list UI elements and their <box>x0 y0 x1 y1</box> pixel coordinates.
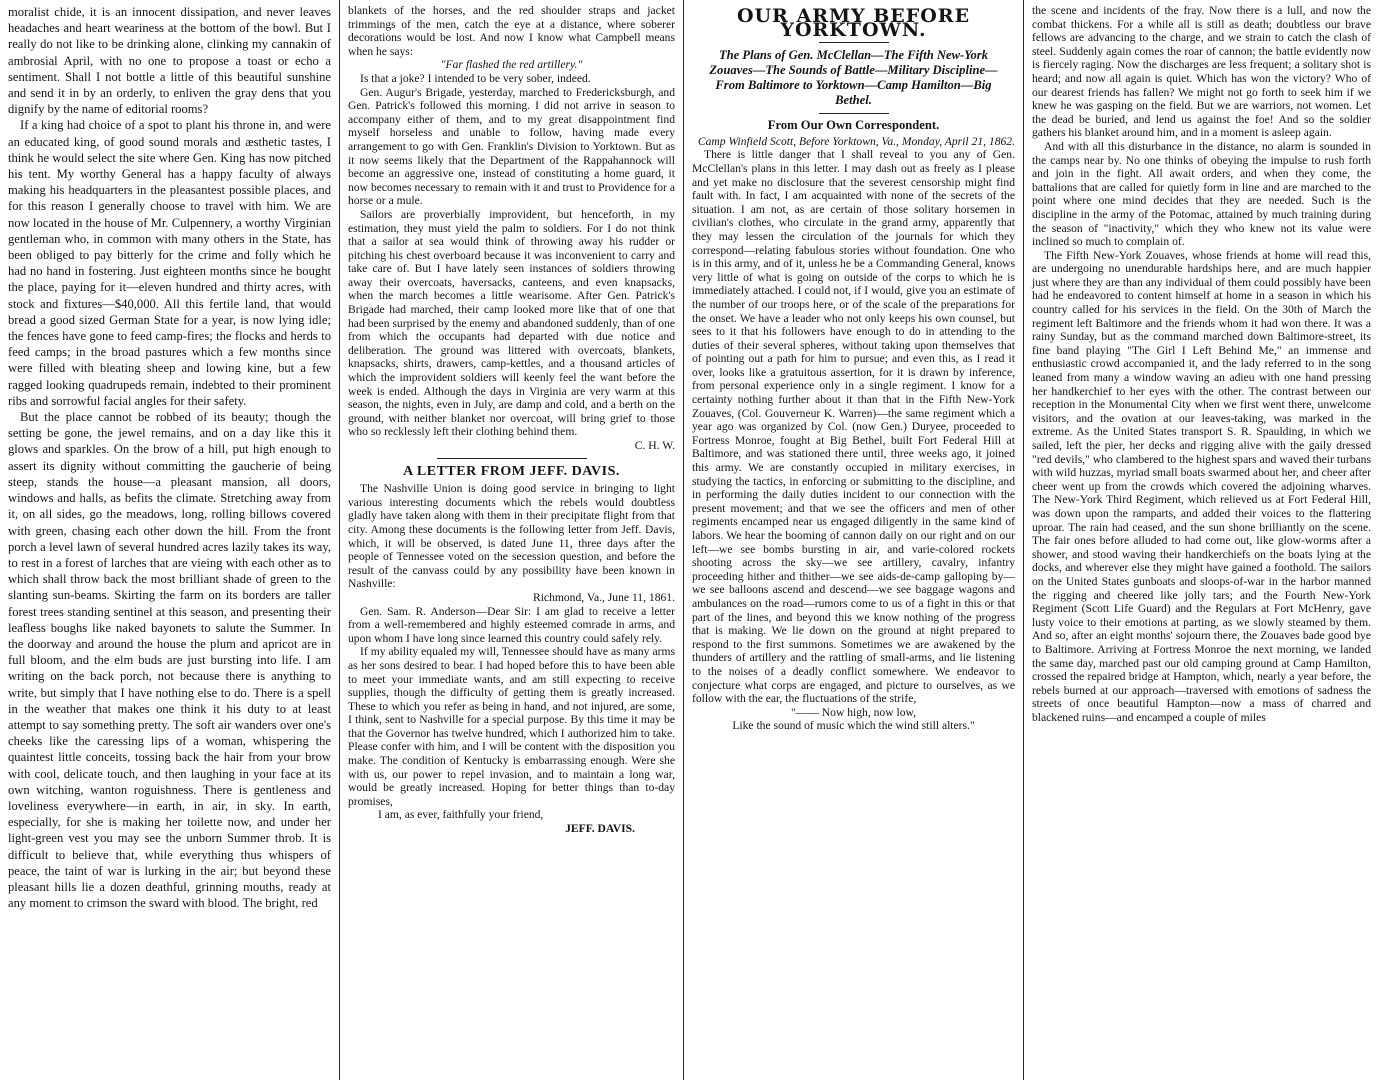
article-heading: A LETTER FROM JEFF. DAVIS. <box>403 463 620 479</box>
article-decks: The Plans of Gen. McClellan—The Fifth New-York Zouaves—The Sounds of Battle—Military Discipline—From Baltimore to Yorktown—Camp Hamilton—Big Bethel. <box>709 48 998 108</box>
divider <box>437 458 587 459</box>
column-4 <box>1024 0 1379 1080</box>
letter-dateline: Richmond, Va., June 11, 1861. <box>532 590 675 604</box>
paragraph: If a king had choice of a spot to plant his throne in, and were an educated king, of good sound morals and æsthetic tastes, I think he would select the site where Gen. King has now pitched his tent. My worthy General has a happy faculty of always making his headquarters in the pleasantest possible places, and for this reason I generally choose to travel with him. We are now located in the house of Mr. Culpennery, a worthy Virginian gentleman who, in common with many others in the State, has been obliged to pay bitterly for the crime and folly which he had no hand in fostering. Just eighteen months since he bought the place, paying for it—eleven hundred and thirty acres, with stock and fixtures—$40,000. All this fertile land, that would bread a good sized German State for a year, is now lying idle; the fences have gone to feed camp-fires; the flocks and herds to feed camps; in the broad pastures which a few months since were filled with bleating sheep and lowing kine, but a few ragged looking quadrupeds remain, indebted to their prominent ribs and sorrowful facial angles for their safety. <box>8 118 331 408</box>
paragraph: Is that a joke? I intended to be very sober, indeed. <box>360 71 591 85</box>
paragraph: moralist chide, it is an innocent dissipation, and never leaves headaches and heart weariness at the bottom of the bowl. But I really do not like to be drinking alone, clinking my cannakin of ambrosial April, with no one to propose a toast or echo a sentiment. Shall I not bottle a little of this beautiful sunshine and send it in by an orderly, to enliven the gray dens that you dignify by the name of editorial rooms? <box>8 5 331 117</box>
divider <box>819 113 889 114</box>
column-3 <box>684 0 1024 1080</box>
divider <box>819 42 889 43</box>
signature: C. H. W. <box>634 439 675 452</box>
byline: From Our Own Correspondent. <box>767 118 940 133</box>
paragraph: There is little danger that I shall reveal to you any of Gen. McClellan's plans in this letter. I may dash out as freely as I please and yet make no disclosure that the severest censorship might find fault with. In fact, I am acquainted with none of the secrets of the situation. I am not, as are certain of those solitary horsemen in civilian's clothes, who circulate in the grand army, apparently that they may lessen the circulation of the journals for which they correspond—relating fabulous stories without foundation. One who is in this army, and of it, unless he be a Commanding General, knows very little of what is going on outside of the corps to which he is immediately attached. I could not, if I would, give you an estimate of the number of our troops here, or of the scale of the preparations for the onset. We have a leader who not only keeps his own counsel, but sees to it that his followers have enough to do in attending to the duties of their several spheres, without taking upon themselves that of pointing out a path for him to pursue; and even this, as I read it over, looks like a gratuitous assertion, for it is drawn by inference, from personal experience only in a single regiment. I know for a certainty nothing further about it than that in the Fifth New-York Zouaves, (Col. Gouverneur K. Warren)—the same regiment which a year ago was organized by Col. (now Gen.) Duryee, proceeded to Fortress Monroe, fought at Big Bethel, built Fort Federal Hill at Baltimore, and was stationed there until, three weeks ago, it joined this army. We are constantly occupied in military exercises, in studying the tactics, in enforcing or submitting to the discipline, and in performing the daily duties incident to our connection with the present movement; and that we see the officers and men of other regiments encamped near us engaged diligently in the same kind of labors. We hear the booming of cannon daily on our right and on our left—we see bombs bursting in air, and varie-colored rockets shooting across the sky—we see artillery, cavalry, infantry proceeding hither and thither—we see aids-de-camp galloping by—we see balloons ascend and descend—we see baggage wagons and ambulances on the road—rumors come to us of a fight in this or that part of the lines, and beyond this we know nothing of the progress that is making. We lie down on the ground at night prepared to respond to the first summons. Sometimes we are awakened by the thunders of artillery and the rattling of small-arms, and lie listening to the noises of a deadly conflict somewhere. We endeavor to conjecture what corps are engaged, and picture to ourselves, as we follow with the ear, the fluctuations of the strife, <box>692 148 1015 706</box>
verse-line: Like the sound of music which the wind still alters." <box>732 719 975 733</box>
signature: JEFF. DAVIS. <box>565 822 635 836</box>
article-title: OUR ARMY BEFORE YORKTOWN. <box>736 5 971 41</box>
paragraph: Gen. Augur's Brigade, yesterday, marched to Fredericksburgh, and Gen. Patrick's followed this morning. I did not arrive in season to accompany either of them, and to my great disappointment find myself horseless and unable to follow, having made every arrangement to go with Gen. Franklin's Division to Yorktown. But as it now seems likely that the Department of the Rappahannock will become an aggressive one, instead of constituting a home guard, it now becomes necessary to remain with it and trust to Providence for a horse or a mule. <box>348 85 675 208</box>
verse-line: "—— Now high, now low, <box>790 705 917 719</box>
article-dateline: Camp Winfield Scott, Before Yorktown, Va., Monday, April 21, 1862. <box>697 134 1015 148</box>
paragraph: Sailors are proverbially improvident, but henceforth, in my estimation, they must yield the palm to soldiers. For I do not think that a sailor at sea would think of throwing away his rudder or pitching his chest overboard because it was inconvenient to carry and take care of. But I have lately seen instances of soldiers throwing away their overcoats, haversacks, canteens, and even knapsacks, when the march becomes a little wearisome. After Gen. Patrick's Brigade had marched, their camp looked more like that of one that had been surprised by the enemy and abandoned suddenly, than of one from which the occupants had departed with due notice and deliberation. The ground was littered with overcoats, blankets, knapsacks, shirts, drawers, camp-kettles, and a thousand articles of which the improvident soldiers will keenly feel the want before the week is ended. Although the days in Virginia are very warm at this season, the nights, even in July, are damp and cold, and a berth on the ground, with neither blanket nor overcoat, will bring grief to those who so recklessly left their clothing behind them. <box>348 207 675 439</box>
paragraph: The Fifth New-York Zouaves, whose friends at home will read this, are undergoing no unendurable hardships here, and are much happier just where they are than any individual of them could possibly have been had he endeavored to content himself at home in a season in which his country called for his services in the field. On the 30th of March the regiment left Baltimore and the friends whom it had won there. It was a rainy Sunday, but as the command marched down Baltimore-street, its fine band playing "The Girl I Left Behind Me," an immense and enthusiastic crowd accompanied it, and the lady referred to in the song leaned from many a window waving an adieu with one hand pressing her handkerchief to her eyes with the other. The contrast between our reception in the Monumental City when we first went there, unwelcome visitors, and the ovation at our leaves-taking, was marked in the extreme. As the United States transport S. R. Spaulding, in which we sailed, left the pier, her decks and rigging alive with the gaily dressed "red devils," who clambered to the highest spars and waved their turbans with wild huzzas, myriad small boats swarmed about her, and cheer after cheer went up from the crowds which covered the adjoining wharves. The New-York Third Regiment, which relieved us at Fort Federal Hill, was down upon the ramparts, and added their voices to the flattering uproar. The rain had ceased, and the sun shone brilliantly on the scene. The fair ones before alluded to had come out, like glow-worms after a shower, and stood waving their handkerchiefs on the boats lying at the docks, and wherever else they might have gained a foothold. The sailors on the United States gunboats and sloops-of-war in the harbor manned the rigging and cheered like jolly tars; and the Fourth New-York Regiment (Scott Life Guard) and the Regulars at Fort McHenry, gave lusty voice to their emotions at parting, as we slowly steamed by them. And so, after an eight months' sojourn there, the Zouaves bade good bye to Baltimore. Arriving at Fortress Monroe the next morning, we landed the same day, marched past our old camping ground at Camp Hamilton, crossed the repaired bridge at Hampton, which, nearly a year before, the rebels burned at our approach—traversed with emotions of sadness the streets of once beautiful Hampton—now a mass of charred and blackened ruins—and encamped a couple of miles <box>1032 248 1371 724</box>
quotation: "Far flashed the red artillery." <box>440 58 583 72</box>
paragraph: the scene and incidents of the fray. Now there is a lull, and now the combat thickens. For a while all is still as death; doubtless our brave fellows are advancing to the charge, and we strain to catch the clash of steel. Suddenly again comes the roar of cannon; the battle evidently now is fiercely raging. Now the discharges are less frequent; a solitary shot is heard; and now all again is quiet. Which has won the victory? Who of our dearest friends has fallen? We might not go forth to seek him if we knew he was gasping on the field. But we are warriors, not women. Let the dead be buried, and lend us against the foe! And so the soldier gathers his blanket around him, and in a moment is asleep again. <box>1032 4 1371 140</box>
paragraph: But the place cannot be robbed of its beauty; though the setting be gone, the jewel remains, and on a day like this it glows and sparkles. On the brow of a hill, put high enough to assert its dignity without committing the gaucherie of being steep, stands the house—a pleasant mansion, all doors, windows and halls, as befits the climate. Stretching away from it, on all sides, go the meadows, long, rolling billows covered with green, chasing each other down the hill. From the front porch a level lawn of several hundred acres lazily takes its way, to rest in a forest of larches that are vieing with each other as to which shall throw back the most brilliant shade of green to the slanting sun-beams. Skirting the farm on its borders are taller forest trees standing sentinel at this season, and presenting their leafless boughs like naked bayonets to salute the Summer. In the doorway and around the house the plum and apricot are in full bloom, and the elm buds are just bursting into life. I am writing on the back porch, not because there is anything to write, but simply that I have nothing else to do. There is a spell in the weather that makes one think it his duty to at least attempt to say something pretty. The soft air wanders over one's cheeks like the caressing lips of a woman, whispering the quaintest little conceits, tossing back the hair from your brow with cool, delicate touch, and then laughing in your face at its own witching, wanton roguishness. There is gentleness and loveliness everywhere—in earth, in air, in sky. In earth, especially, for she is making her toilette now, and under her light-green vest you may see the unborn Summer throb. It is difficult to believe that, while everything thus whispers of peace, the taint of war is lurking in the air; but beyond these pleasant hills lie a dozen deathful, grinning mouths, ready at any moment to crimson the sward with blood. The bright, red <box>8 410 331 911</box>
paragraph: If my ability equaled my will, Tennessee should have as many arms as her sons desired to bear. I had hoped before this to have been able to meet your immediate wants, and am still expecting to receive supplies, though the difficulty of getting them is greatly increased. These to which you refer as being in hand, and not injured, are some, I think, sent to Nashville for a special purpose. By this time it may be that the Governor has twelve hundred, which I authorized him to take. Please confer with him, and I will be content with the disposition you make. The condition of Kentucky is embarrassing enough. Were she with us, our power to repel invasion, and to maintain a long war, would be greatly increased. Hoping for better things than to-day promises, <box>348 645 675 808</box>
paragraph: blankets of the horses, and the red shoulder straps and jacket trimmings of the men, catch the eye at a distance, where soberer decorations would be lost. And now I know what Campbell means when he says: <box>348 4 675 58</box>
column-2 <box>340 0 684 1080</box>
column-1 <box>0 0 340 1080</box>
letter-closing: I am, as ever, faithfully your friend, <box>378 808 544 822</box>
paragraph: The Nashville Union is doing good service in bringing to light various interesting documents which the rebels would doubtless gladly have taken along with them in their precipitate flight from that city. Among these documents is the following letter from Jeff. Davis, which, it will be observed, is dated June 11, three days after the people of Tennessee voted on the secession question, and before the result of the canvass could by any possibility have been known in Nashville: <box>348 482 675 591</box>
paragraph: And with all this disturbance in the distance, no alarm is sounded in the camps near by. No one thinks of obeying the impulse to rush forth and join in the fight. All await orders, and when they come, the battalions that are called for quietly form in line and are marched to the point where one mind decides that they are needed. Such is the discipline in the army of the Potomac, attained by much training during the season of "inactivity," which they who knew not its value were inclined so much to complain of. <box>1032 139 1371 249</box>
paragraph: Gen. Sam. R. Anderson—Dear Sir: I am glad to receive a letter from a well-remembered and highly esteemed comrade in arms, and upon whom I have long since learned this country could safely rely. <box>348 604 675 645</box>
